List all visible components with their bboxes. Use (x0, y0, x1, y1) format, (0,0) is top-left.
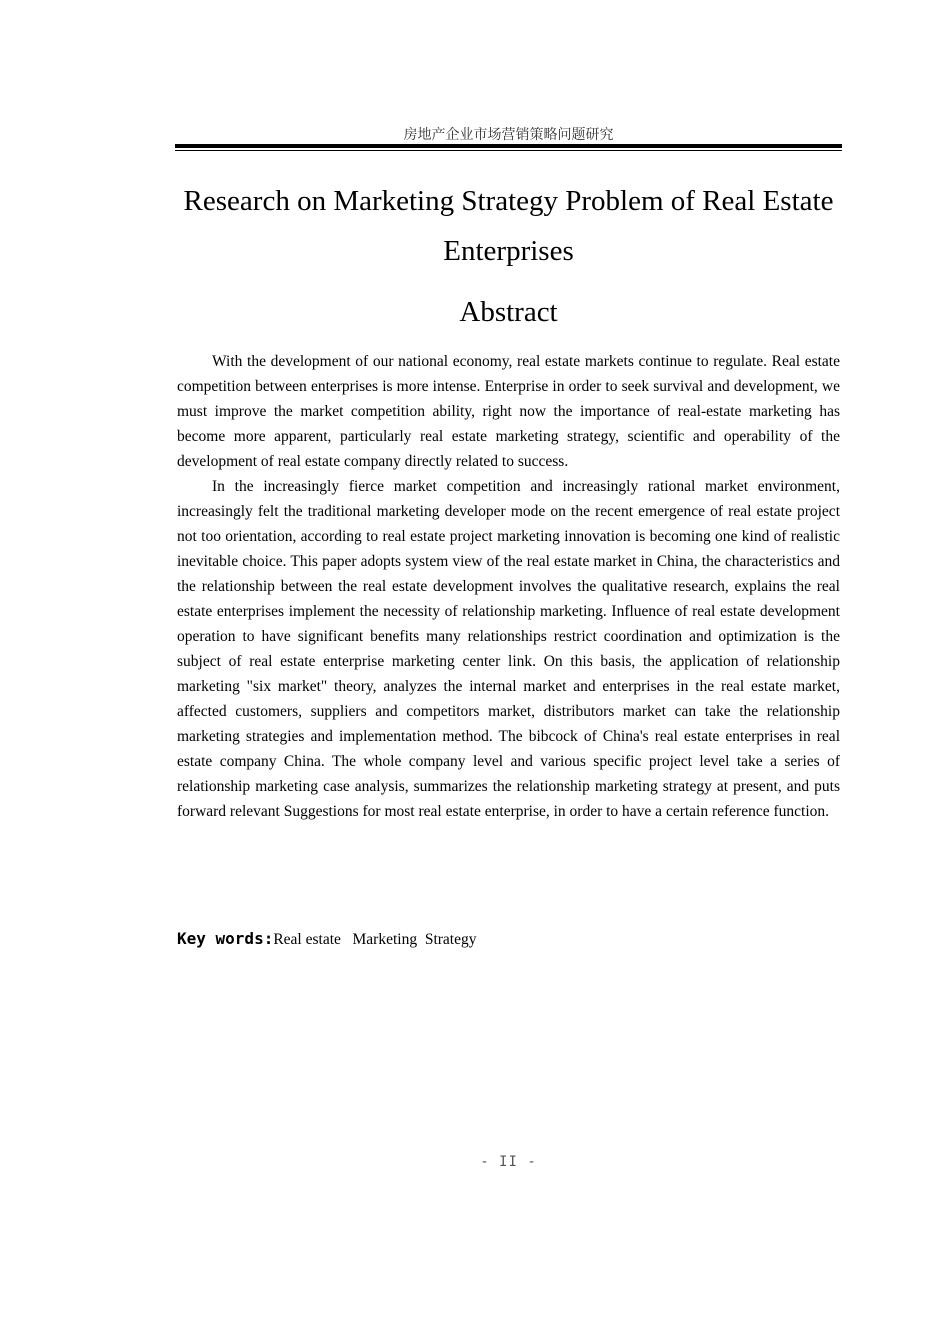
abstract-body (177, 349, 840, 824)
header-rule-thick (175, 144, 842, 148)
running-header: 房地产企业市场营销策略问题研究 (403, 127, 614, 143)
keywords-line (177, 926, 477, 952)
keywords-value: Real estate Marketing Strategy (273, 931, 477, 948)
keywords-label: Key words: (177, 929, 274, 948)
document-title: Research on Marketing Strategy Problem of Real Estate Enterprises (183, 185, 834, 267)
abstract-paragraph: In the increasingly fierce market competition and increasingly rational market environment, increasingly felt the traditional marketing developer mode on the recent emergence of real estate project not too orientation, according to real estate project marketing innovation is becoming one kind of realistic inevitable choice. This paper adopts system view of the real estate market in China, the characteristics and the relationship between the real estate development involves the qualitative research, explains the real estate enterprises implement the necessity of relationship marketing. Influence of real estate development operation to have significant benefits many relationships restrict coordination and optimization is the subject of real estate enterprise marketing center link. On this basis, the application of relationship marketing "six market" theory, analyzes the internal market and enterprises in the real estate market, affected customers, suppliers and competitors market, distributors market can take the relationship marketing strategies and implementation method. The bibcock of China's real estate enterprises in real estate company China. The whole company level and various specific project level take a series of relationship marketing case analysis, summarizes the relationship marketing strategy at present, and puts forward relevant Suggestions for most real estate enterprise, in order to have a certain reference function. (177, 478, 840, 820)
header-rule-thin (175, 150, 842, 151)
abstract-paragraph: With the development of our national economy, real estate markets continue to regulate. Real estate competition between enterprises is more intense. Enterprise in order to seek survival and development, we must improve the market competition ability, right now the importance of real-estate marketing has become more apparent, particularly real estate marketing strategy, scientific and operability of the development of real estate company directly related to success. (177, 353, 840, 470)
abstract-heading: Abstract (459, 296, 558, 328)
page-number: - II - (480, 1154, 537, 1170)
